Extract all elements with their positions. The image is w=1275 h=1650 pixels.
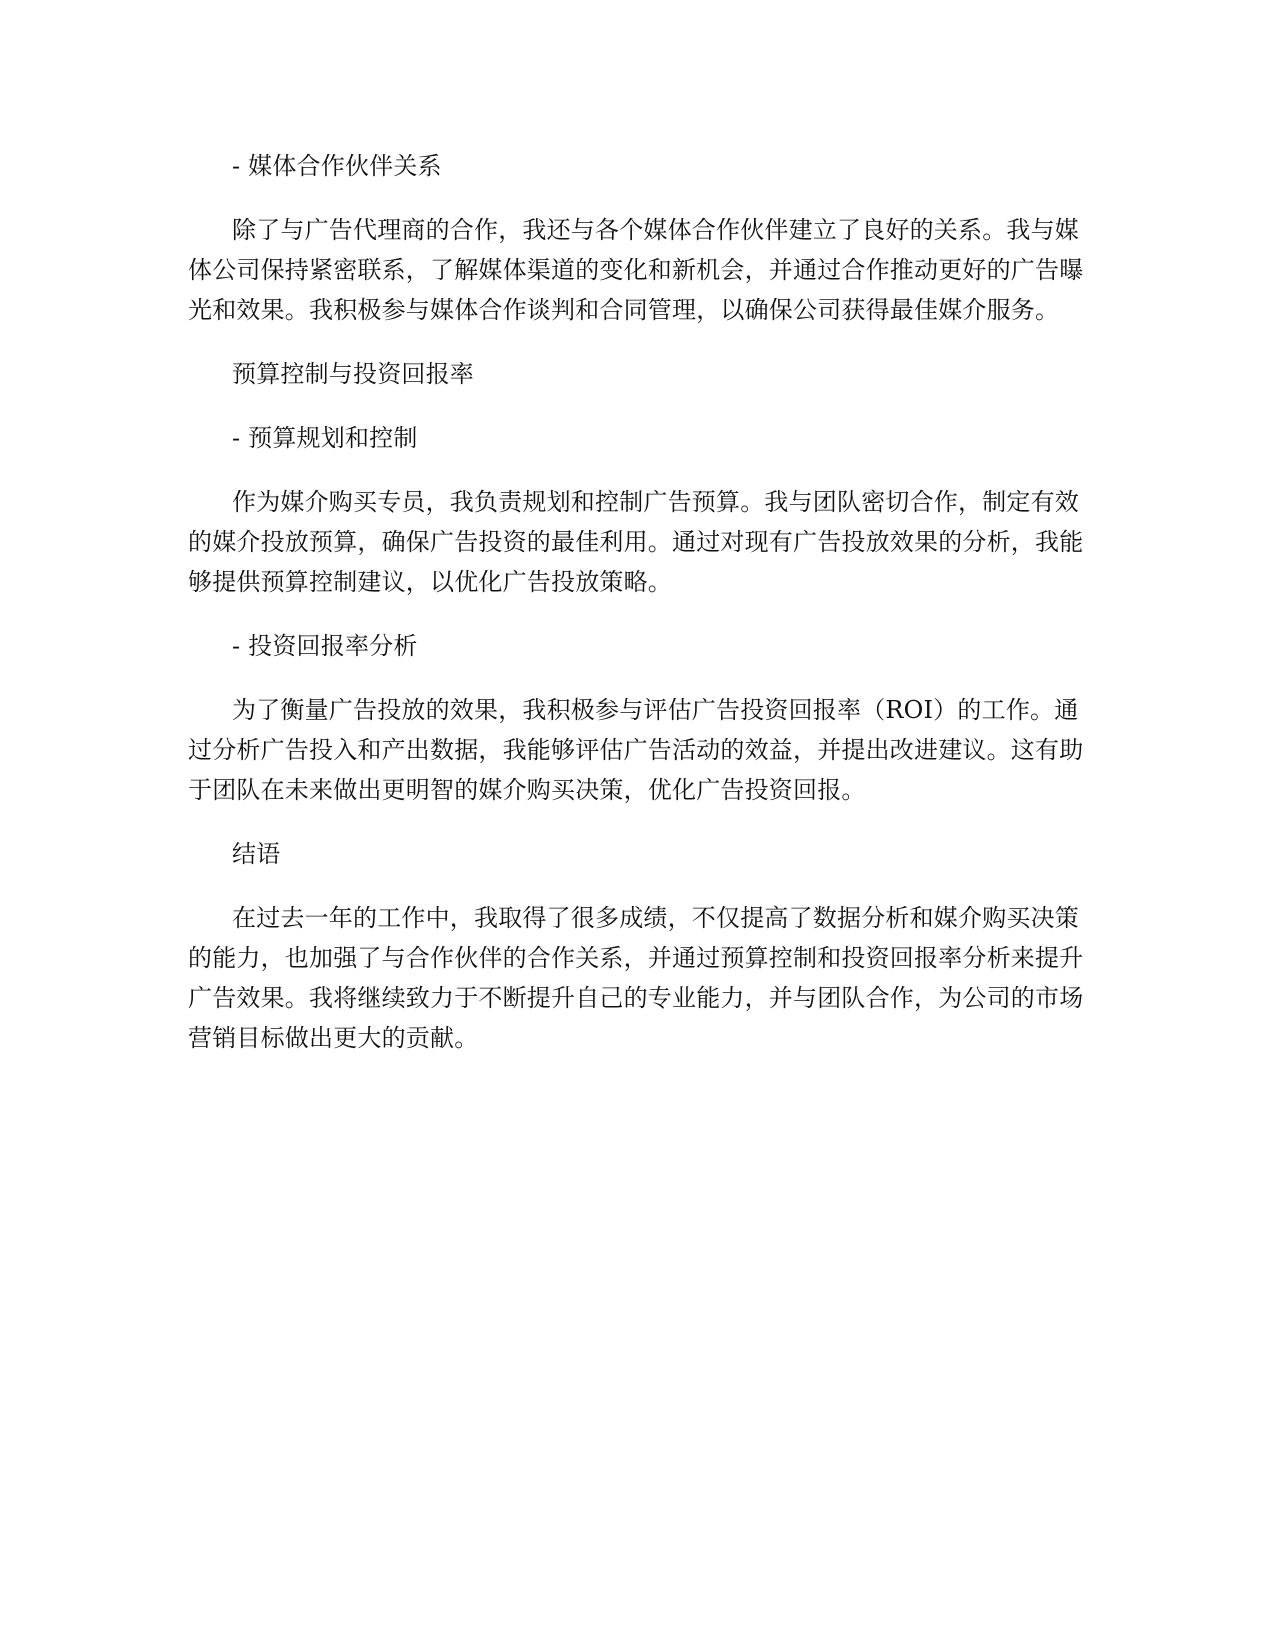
subheading-media-partners: - 媒体合作伙伴关系 <box>232 152 442 180</box>
document-body <box>188 146 1088 1082</box>
subheading-budget-planning: - 预算规划和控制 <box>232 424 418 452</box>
paragraph-budget-planning: 作为媒介购买专员，我负责规划和控制广告预算。我与团队密切合作，制定有效的媒介投放预算，确保广告投资的最佳利用。通过对现有广告投放效果的分析，我能够提供预算控制建议，以优化广告投放策略。 <box>188 488 1084 596</box>
paragraph-roi-analysis: 为了衡量广告投放的效果，我积极参与评估广告投资回报率（ROI）的工作。通过分析广告投入和产出数据，我能够评估广告活动的效益，并提出改进建议。这有助于团队在未来做出更明智的媒介购买决策，优化广告投资回报。 <box>188 696 1084 804</box>
section-heading-conclusion: 结语 <box>232 840 281 868</box>
section-heading-budget-roi: 预算控制与投资回报率 <box>232 360 474 388</box>
paragraph-media-partners: 除了与广告代理商的合作，我还与各个媒体合作伙伴建立了良好的关系。我与媒体公司保持紧密联系，了解媒体渠道的变化和新机会，并通过合作推动更好的广告曝光和效果。我积极参与媒体合作谈判和合同管理，以确保公司获得最佳媒介服务。 <box>188 216 1084 324</box>
paragraph-conclusion: 在过去一年的工作中，我取得了很多成绩，不仅提高了数据分析和媒介购买决策的能力，也加强了与合作伙伴的合作关系，并通过预算控制和投资回报率分析来提升广告效果。我将继续致力于不断提升自己的专业能力，并与团队合作，为公司的市场营销目标做出更大的贡献。 <box>188 904 1084 1052</box>
subheading-roi-analysis: - 投资回报率分析 <box>232 632 418 660</box>
